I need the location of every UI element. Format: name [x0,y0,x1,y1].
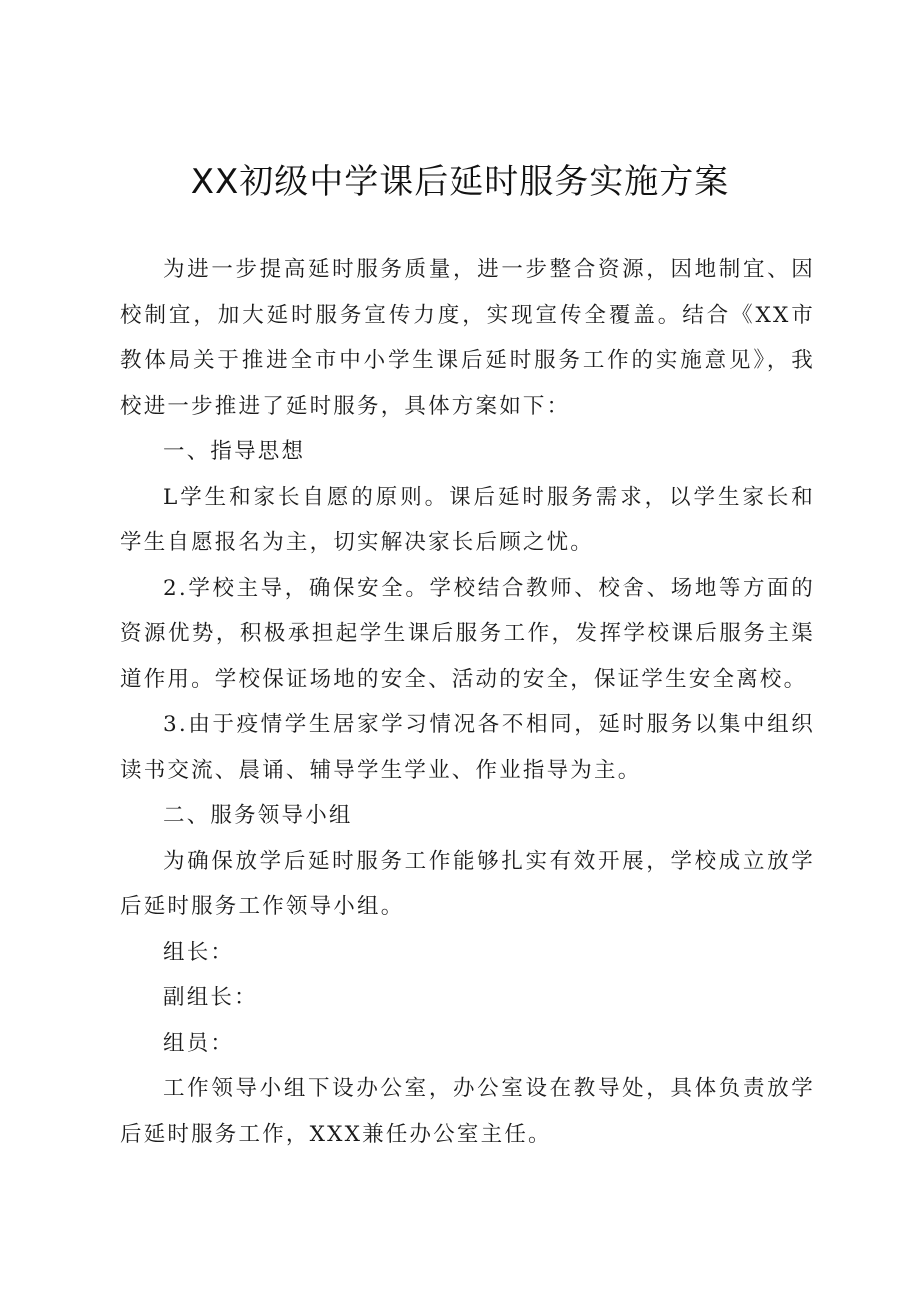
intro-paragraph: 为进一步提高延时服务质量，进一步整合资源，因地制宜、因校制宜，加大延时服务宣传力度，实现宣传全覆盖。结合《XX市教体局关于推进全市中小学生课后延时服务工作的实施意见》，我校进一步推进了延时服务，具体方案如下： [120,257,815,419]
list-item-principle-2: 2.学校主导，确保安全。学校结合教师、校舍、场地等方面的资源优势，积极承担起学生课后服务工作，发挥学校课后服务主渠道作用。学校保证场地的安全、活动的安全，保证学生安全离校。 [120,575,815,692]
office-paragraph: 工作领导小组下设办公室，办公室设在教导处，具体负责放学后延时服务工作，XXX兼任办公室主任。 [120,1076,815,1147]
role-group-leader: 组长： [163,939,235,965]
document-title: XX初级中学课后延时服务实施方案 [190,162,730,202]
role-deputy-leader: 副组长： [163,985,258,1010]
document-body [120,247,815,1157]
role-members: 组员： [163,1030,235,1056]
list-item-principle-3: 3.由于疫情学生居家学习情况各不相同，延时服务以集中组织读书交流、晨诵、辅导学生学业、作业指导为主。 [120,712,815,783]
section-heading-leadership-group: 二、服务领导小组 [163,803,353,828]
list-item-principle-1: L学生和家长自愿的原则。课后延时服务需求，以学生家长和学生自愿报名为主，切实解决家长后顾之忧。 [120,484,815,555]
section-heading-guiding-thought: 一、指导思想 [163,439,306,464]
leadership-paragraph: 为确保放学后延时服务工作能够扎实有效开展，学校成立放学后延时服务工作领导小组。 [120,848,815,919]
